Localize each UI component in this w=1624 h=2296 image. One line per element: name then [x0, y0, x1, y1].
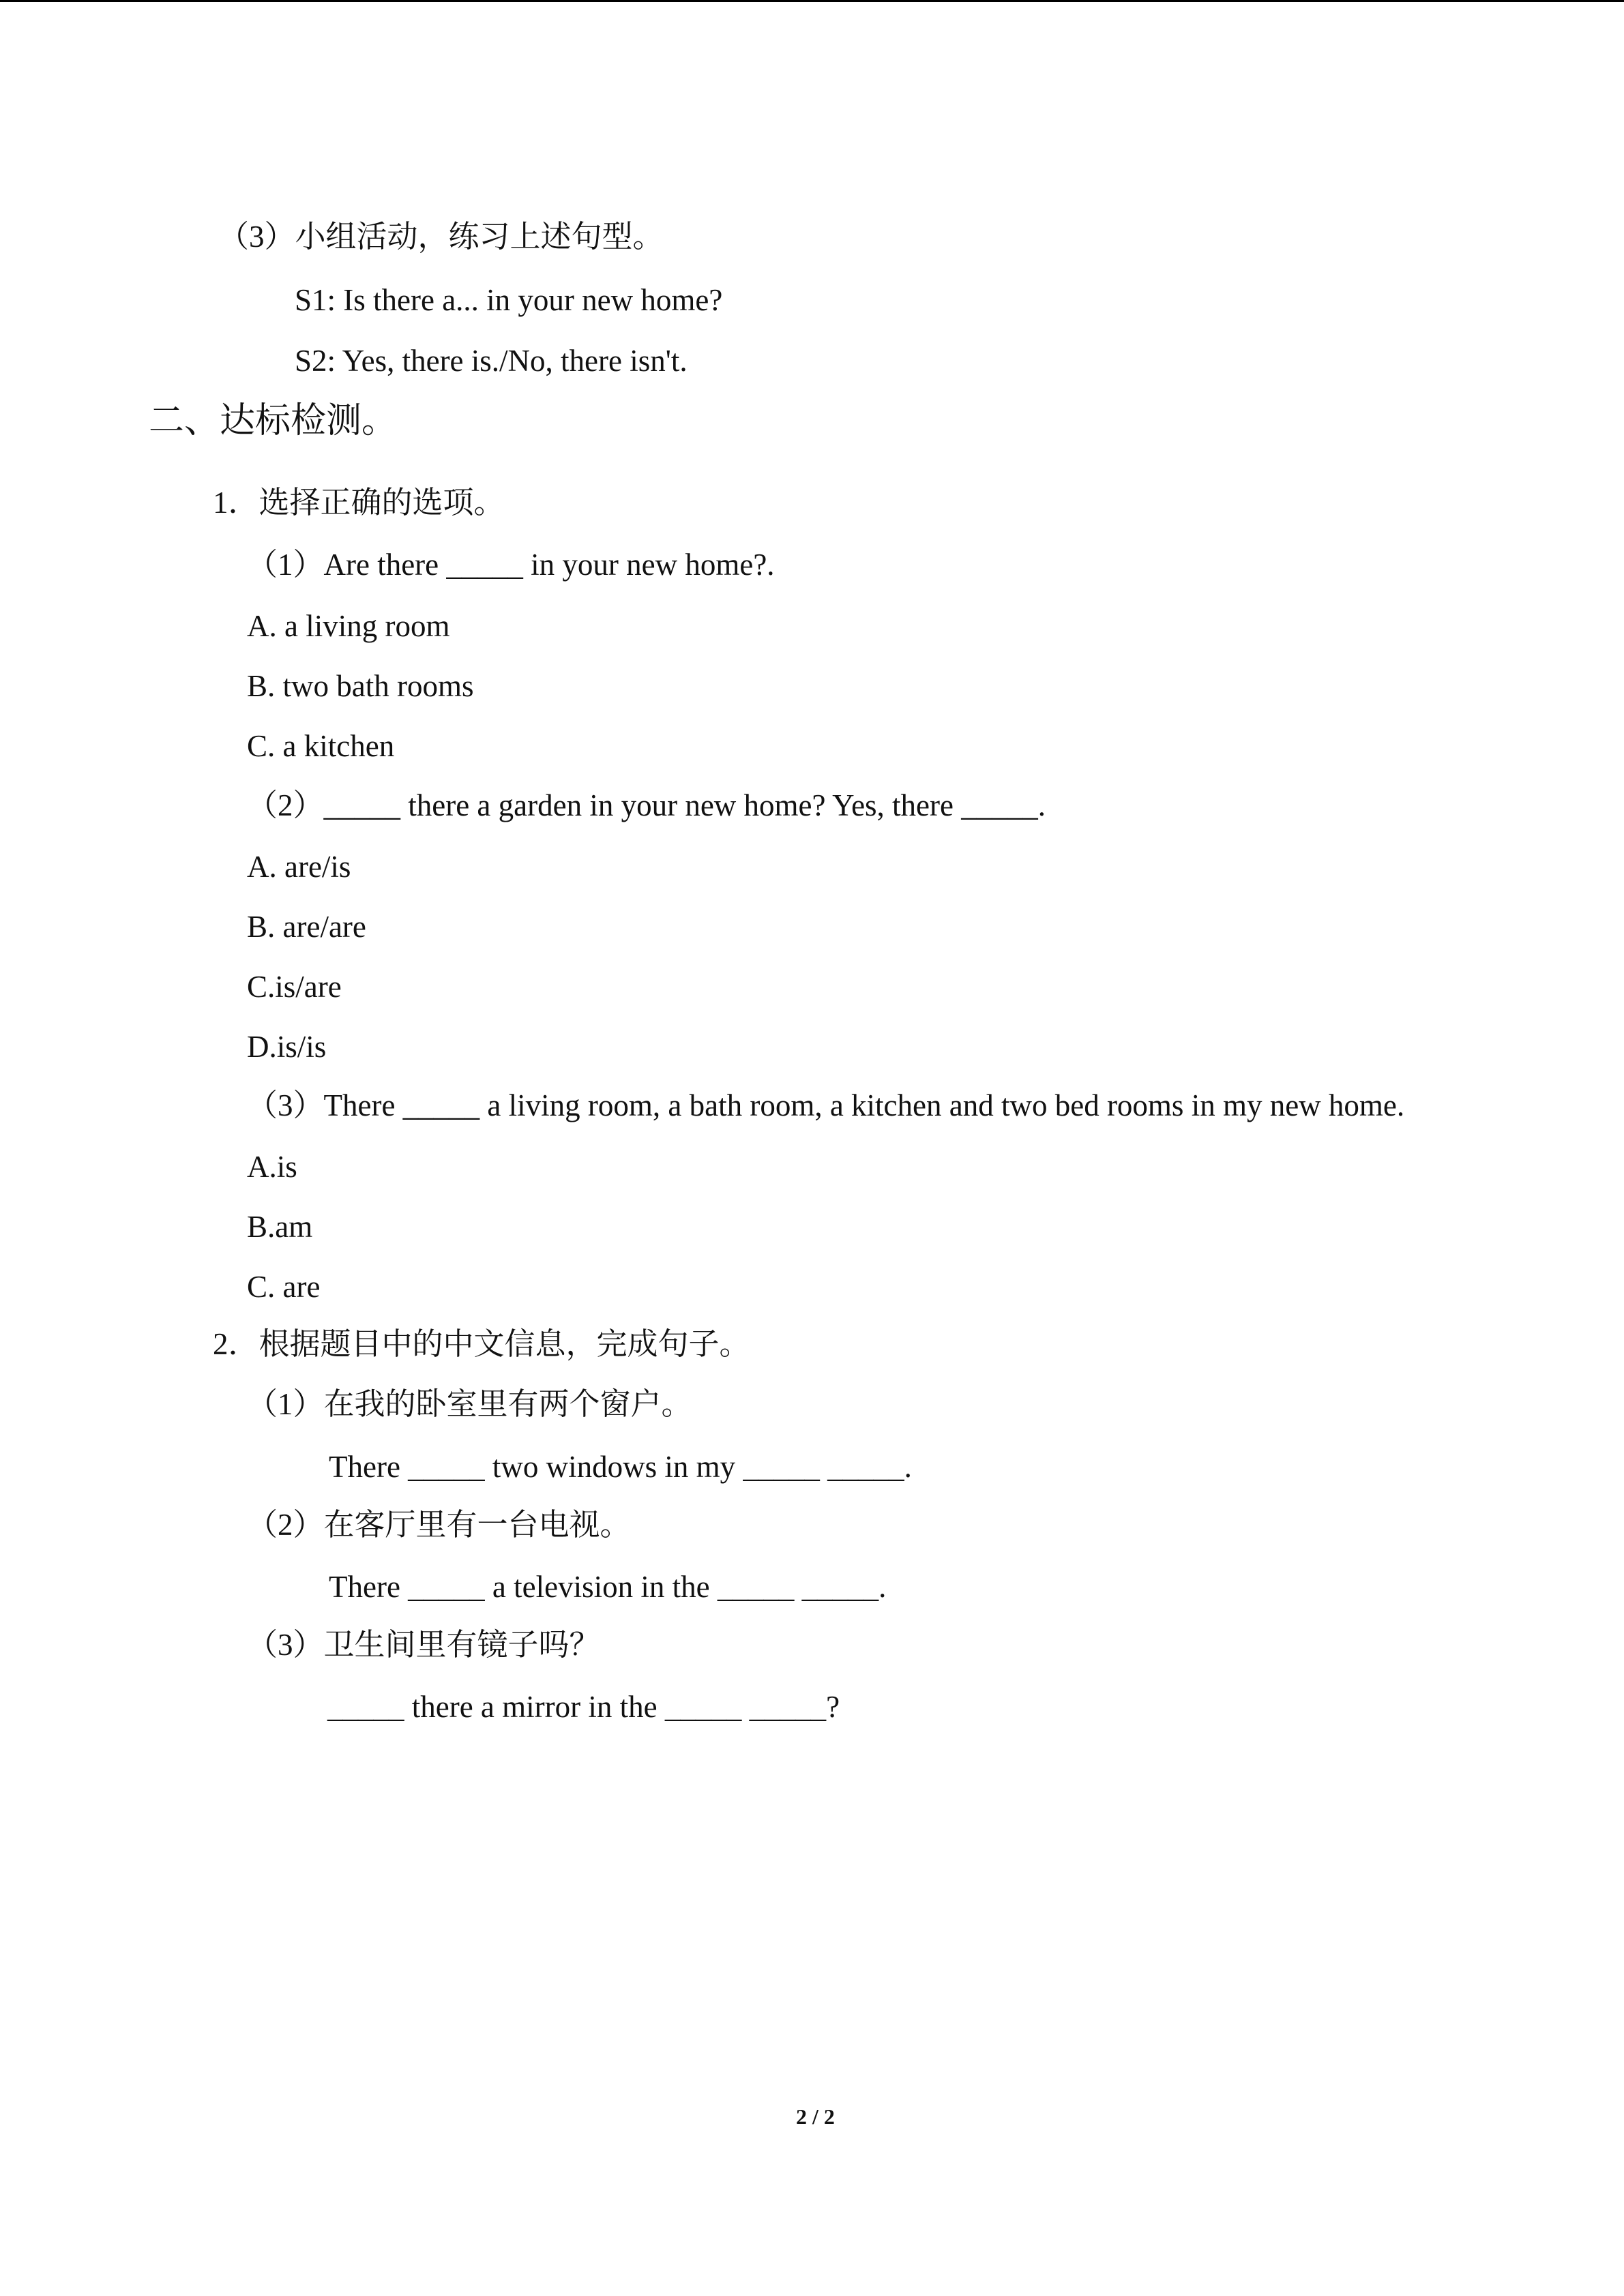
- question-2-2-chinese: （2）在客厅里有一台电视。: [247, 1508, 631, 1542]
- question-1-3: （3）There _____ a living room, a bath room, a kitchen and two bed rooms in my new home.: [247, 1088, 1405, 1122]
- section-heading: 二、达标检测。: [149, 402, 398, 441]
- option-1-3-c: C. are: [247, 1270, 321, 1304]
- option-1-2-c: C.is/are: [247, 970, 342, 1004]
- question-2-title: 2．根据题目中的中文信息，完成句子。: [213, 1327, 750, 1361]
- question-2-2-english: There _____ a television in the _____ _____.: [329, 1570, 887, 1604]
- page-number: 2 / 2: [796, 2104, 835, 2129]
- option-1-1-c: C. a kitchen: [247, 729, 395, 763]
- option-1-2-a: A. are/is: [247, 850, 351, 884]
- question-2-1-english: There _____ two windows in my _____ _____.: [329, 1450, 912, 1484]
- question-2-1-chinese: （1）在我的卧室里有两个窗户。: [247, 1387, 692, 1421]
- activity-item-3-title: （3）小组活动，练习上述句型。: [218, 220, 664, 254]
- dialogue-s2: S2: Yes, there is./No, there isn't.: [295, 344, 688, 378]
- dialogue-s1: S1: Is there a... in your new home?: [295, 283, 723, 317]
- option-1-1-a: A. a living room: [247, 609, 450, 643]
- option-1-2-d: D.is/is: [247, 1030, 327, 1064]
- question-1-2: （2）_____ there a garden in your new home? Yes, there _____.: [247, 788, 1046, 822]
- option-1-3-a: A.is: [247, 1150, 297, 1184]
- option-1-2-b: B. are/are: [247, 910, 366, 944]
- question-2-3-chinese: （3）卫生间里有镜子吗？: [247, 1628, 600, 1662]
- question-2-3-english: _____ there a mirror in the _____ _____?: [327, 1690, 840, 1724]
- option-1-1-b: B. two bath rooms: [247, 669, 474, 703]
- question-1-1: （1）Are there _____ in your new home?.: [247, 548, 775, 582]
- question-1-title: 1．选择正确的选项。: [213, 486, 505, 520]
- option-1-3-b: B.am: [247, 1210, 313, 1244]
